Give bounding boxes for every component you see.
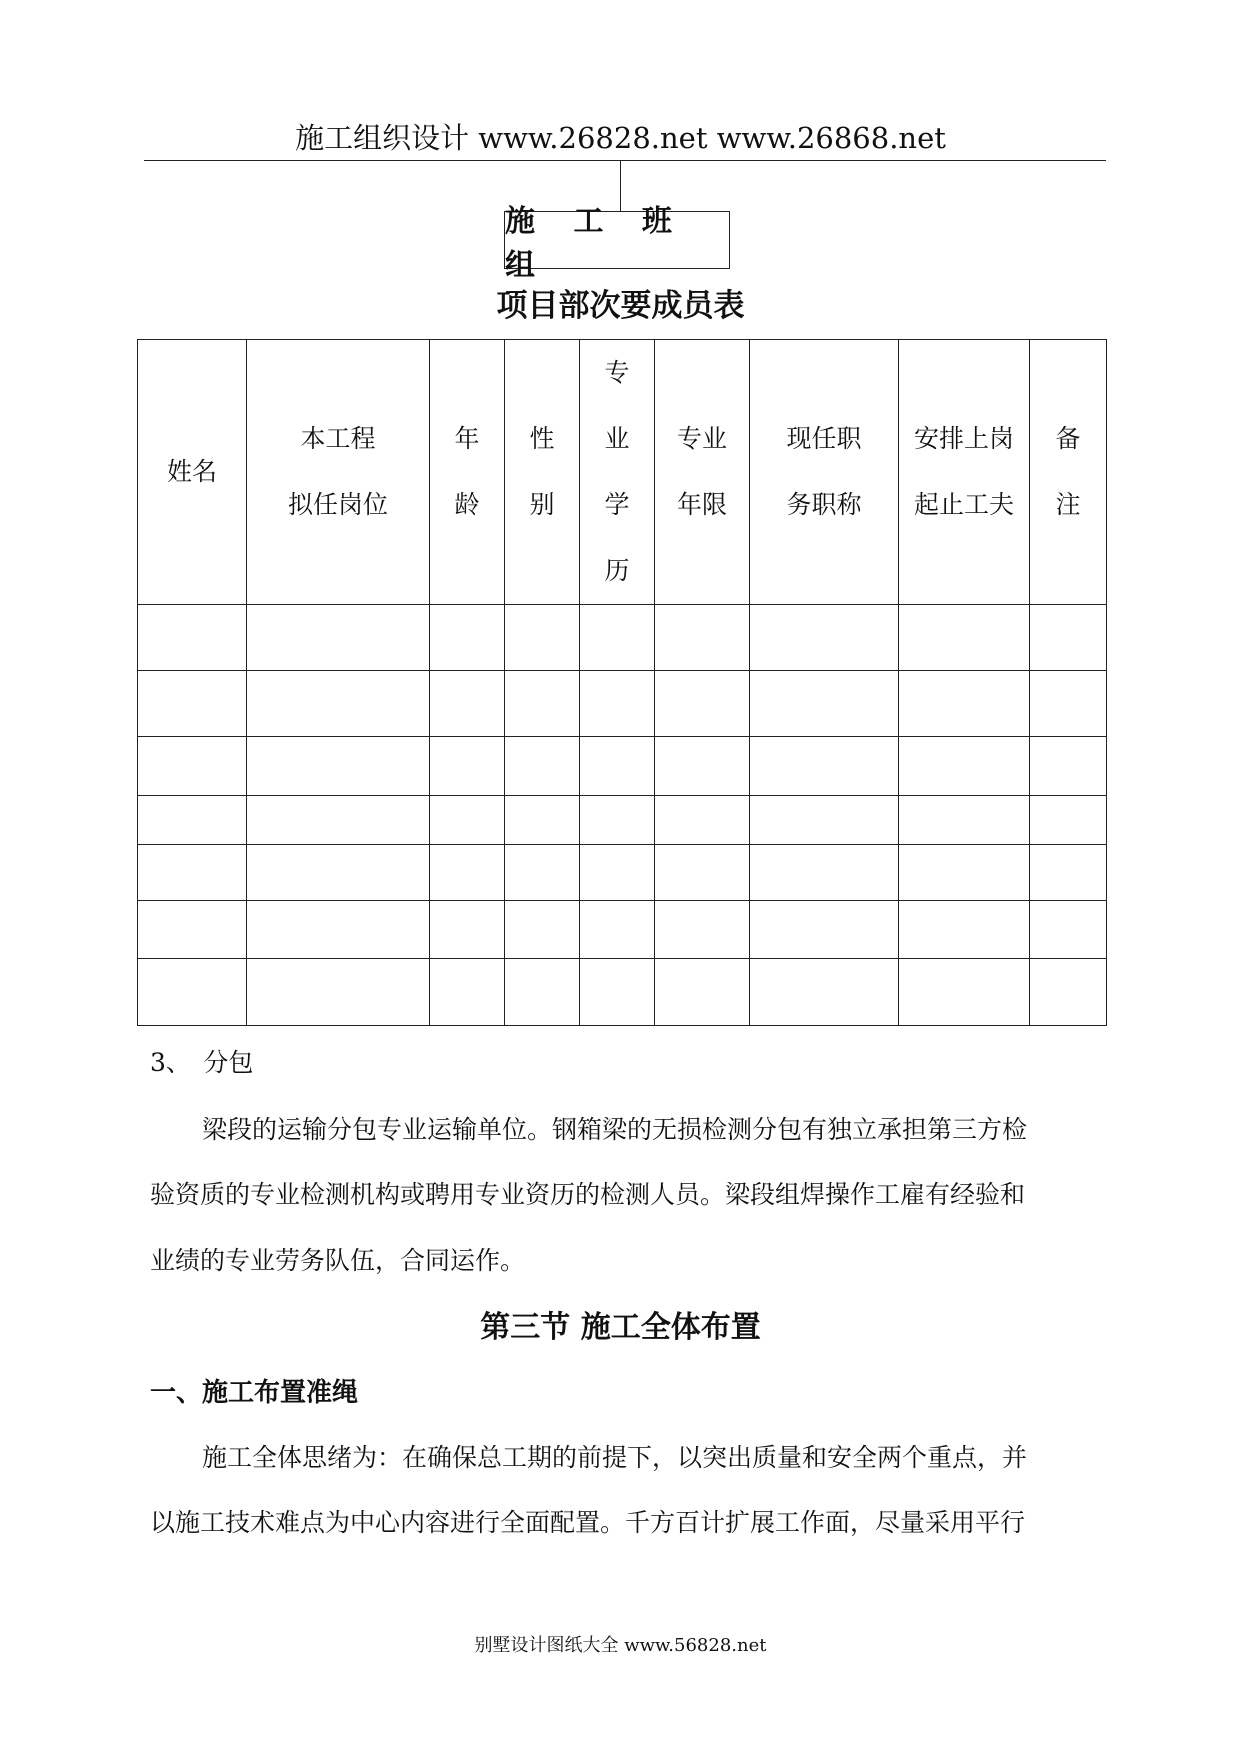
table-cell: [247, 671, 430, 737]
table-cell: [505, 901, 580, 959]
table-header-cell: [899, 340, 1030, 605]
members-table: [137, 339, 1107, 1026]
table-title: 项目部次要成员表: [496, 288, 745, 324]
table-cell: [580, 671, 655, 737]
table-header-text: 年: [454, 424, 480, 453]
table-cell: [505, 671, 580, 737]
table-cell: [750, 671, 899, 737]
table-cell: [580, 737, 655, 796]
table-cell: [1030, 796, 1107, 845]
table-cell: [655, 737, 750, 796]
page-footer: 别墅设计图纸大全 www.56828.net: [474, 1635, 767, 1656]
table-cell: [1030, 845, 1107, 901]
table-cell: [580, 605, 655, 671]
table-header-text: 别: [529, 490, 555, 519]
section-title: 第三节 施工全体布置: [480, 1310, 761, 1345]
table-cell: [138, 737, 247, 796]
org-box-construction-team: 施 工 班 组: [504, 211, 730, 269]
table-header-text: 历: [604, 556, 630, 585]
section-3-para-line-3: 业绩的专业劳务队伍，合同运作。: [150, 1246, 526, 1275]
section-3-para-line-1: 梁段的运输分包专业运输单位。钢箱梁的无损检测分包有独立承担第三方检: [202, 1115, 1028, 1144]
table-cell: [750, 737, 899, 796]
table-cell: [899, 845, 1030, 901]
table-cell: [247, 901, 430, 959]
table-cell: [505, 605, 580, 671]
table-cell: [899, 737, 1030, 796]
table-cell: [580, 901, 655, 959]
table-header-text: 安排上岗: [913, 424, 1014, 453]
table-cell: [899, 901, 1030, 959]
table-header-cell: [750, 340, 899, 605]
table-cell: [655, 901, 750, 959]
table-header-text: 业: [604, 424, 630, 453]
table-header-text: 龄: [454, 490, 480, 519]
table-header-text: 备: [1055, 424, 1081, 453]
table-cell: [655, 845, 750, 901]
table-cell: [655, 796, 750, 845]
table-cell: [899, 796, 1030, 845]
table-cell: [430, 901, 505, 959]
table-row: [138, 671, 1107, 737]
table-header-text: 专: [604, 358, 630, 387]
table-row: [138, 796, 1107, 845]
table-header-text: 姓名: [166, 457, 217, 486]
section-3-para-line-2: 验资质的专业检测机构或聘用专业资历的检测人员。梁段组焊操作工雇有经验和: [150, 1180, 1026, 1209]
table-cell: [750, 796, 899, 845]
table-header-cell: [1030, 340, 1107, 605]
table-cell: [247, 796, 430, 845]
table-cell: [655, 605, 750, 671]
table-header-text: 拟任岗位: [287, 490, 388, 519]
table-cell: [1030, 671, 1107, 737]
table-header-cell: [247, 340, 430, 605]
table-row: [138, 737, 1107, 796]
table-cell: [750, 959, 899, 1026]
table-header-cell: [138, 340, 247, 605]
table-cell: [750, 605, 899, 671]
table-cell: [505, 959, 580, 1026]
table-cell: [655, 671, 750, 737]
table-header-text: 注: [1055, 490, 1081, 519]
table-cell: [247, 959, 430, 1026]
table-cell: [1030, 737, 1107, 796]
body-line-1: 施工全体思绪为：在确保总工期的前提下，以突出质量和安全两个重点，并: [202, 1443, 1028, 1472]
table-header-text: 本工程: [300, 424, 376, 453]
table-cell: [899, 959, 1030, 1026]
table-cell: [750, 845, 899, 901]
table-header-cell: [430, 340, 505, 605]
table-header-cell: [580, 340, 655, 605]
table-header-text: 性: [529, 424, 555, 453]
table-cell: [138, 959, 247, 1026]
table-cell: [899, 605, 1030, 671]
body-line-2: 以施工技术难点为中心内容进行全面配置。千方百计扩展工作面，尽量采用平行: [150, 1508, 1026, 1537]
table-header-text: 专业: [676, 424, 727, 453]
table-header-text: 务职称: [786, 490, 862, 519]
table-cell: [138, 796, 247, 845]
table-header-row: [138, 340, 1107, 605]
table-cell: [899, 671, 1030, 737]
table-header-text: 起止工夫: [913, 490, 1014, 519]
table-cell: [138, 901, 247, 959]
table-cell: [247, 845, 430, 901]
table-cell: [505, 845, 580, 901]
table-cell: [580, 959, 655, 1026]
table-cell: [580, 796, 655, 845]
table-row: [138, 959, 1107, 1026]
table-row: [138, 605, 1107, 671]
table-cell: [1030, 959, 1107, 1026]
table-cell: [580, 845, 655, 901]
table-cell: [247, 605, 430, 671]
table-cell: [138, 845, 247, 901]
table-cell: [750, 901, 899, 959]
table-cell: [1030, 901, 1107, 959]
table-cell: [430, 959, 505, 1026]
table-cell: [138, 671, 247, 737]
table-header-cell: [505, 340, 580, 605]
table-header-text: 年限: [676, 490, 727, 519]
table-cell: [505, 796, 580, 845]
subsection-title: 一、施工布置准绳: [150, 1378, 359, 1408]
table-cell: [430, 845, 505, 901]
table-cell: [430, 671, 505, 737]
table-header-text: 学: [604, 490, 630, 519]
page-header: 施工组织设计 www.26828.net www.26868.net: [295, 121, 946, 155]
table-cell: [430, 796, 505, 845]
table-cell: [138, 605, 247, 671]
section-3-heading: 3、 分包: [150, 1048, 254, 1077]
table-cell: [430, 737, 505, 796]
table-header-cell: [655, 340, 750, 605]
table-row: [138, 845, 1107, 901]
table-cell: [247, 737, 430, 796]
table-cell: [1030, 605, 1107, 671]
table-cell: [655, 959, 750, 1026]
table-header-text: 现任职: [786, 424, 862, 453]
table-cell: [430, 605, 505, 671]
table-cell: [505, 737, 580, 796]
table-row: [138, 901, 1107, 959]
